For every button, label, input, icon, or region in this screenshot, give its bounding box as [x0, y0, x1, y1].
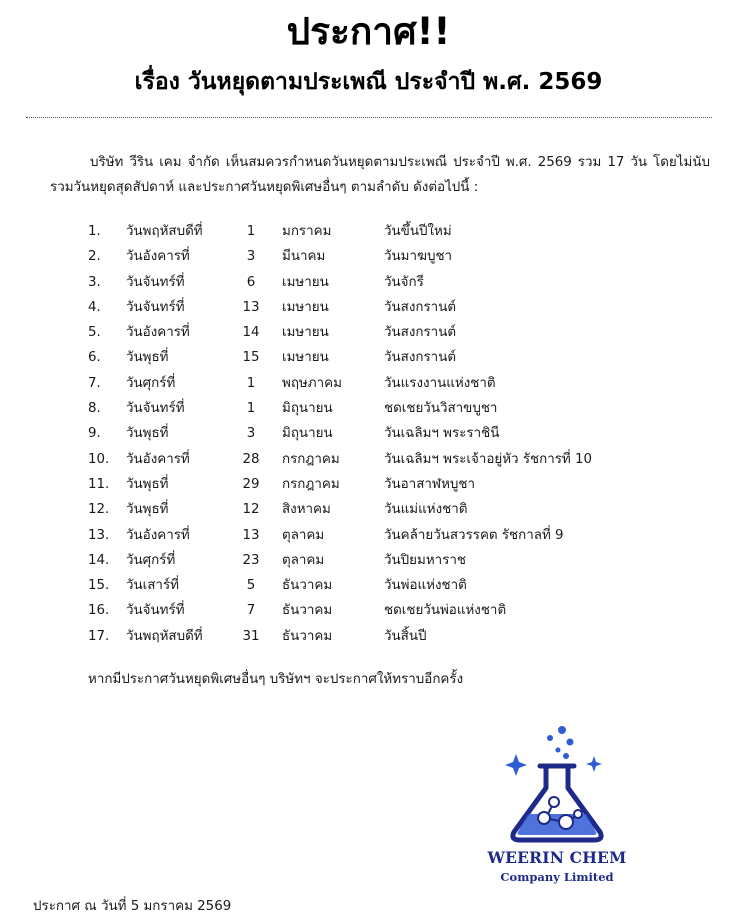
- holiday-day: 6: [246, 274, 256, 290]
- holiday-day: 12: [242, 502, 260, 518]
- holiday-row: [88, 472, 688, 497]
- holiday-row: [88, 548, 688, 573]
- holiday-number: 1.: [88, 224, 101, 239]
- holiday-day: 13: [242, 299, 260, 315]
- holiday-month: ธันวาคม: [282, 628, 333, 644]
- dotted-divider: [26, 117, 712, 118]
- holiday-month: มีนาคม: [282, 249, 326, 265]
- holiday-day: 28: [242, 451, 260, 467]
- holiday-row: [88, 345, 688, 370]
- holiday-weekday: วันศุกร์ที่: [126, 375, 176, 391]
- holiday-name: วันพ่อแห่งชาติ: [384, 578, 467, 594]
- holiday-weekday: วันศุกร์ที่: [126, 552, 176, 568]
- holiday-day: 3: [246, 426, 256, 442]
- holiday-month: กรกฎาคม: [282, 451, 340, 467]
- holiday-number: 9.: [88, 426, 101, 442]
- holiday-weekday: วันเสาร์ที่: [126, 578, 179, 594]
- holiday-day: 29: [242, 476, 260, 492]
- holiday-month: เมษายน: [282, 274, 329, 290]
- holiday-day: 5: [246, 578, 256, 594]
- holiday-row: [88, 396, 688, 421]
- holiday-name: วันคล้ายวันสวรรคต รัชกาลที่ 9: [384, 527, 564, 543]
- holiday-row: [88, 320, 688, 345]
- holiday-day: 31: [242, 628, 260, 644]
- holiday-number: 6.: [88, 350, 101, 366]
- holiday-name: วันสงกรานต์: [384, 299, 457, 315]
- holiday-weekday: วันพุธที่: [126, 502, 169, 518]
- holiday-row: [88, 624, 688, 649]
- holiday-day: 15: [242, 350, 260, 366]
- holiday-number: 7.: [88, 375, 101, 391]
- holiday-weekday: วันจันทร์ที่: [126, 299, 185, 315]
- holiday-weekday: วันพุธที่: [126, 426, 169, 442]
- holiday-weekday: วันจันทร์ที่: [126, 401, 185, 417]
- holiday-weekday: วันพุธที่: [126, 476, 169, 492]
- holiday-name: วันสิ้นปี: [384, 628, 427, 644]
- holiday-row: [88, 421, 688, 446]
- holiday-month: พฤษภาคม: [282, 375, 342, 391]
- intro-paragraph: [50, 150, 710, 200]
- holiday-month: ธันวาคม: [282, 603, 333, 619]
- holiday-month: สิงหาคม: [282, 502, 331, 518]
- holiday-name: วันอาสาฬหบูชา: [384, 476, 476, 492]
- holiday-day: 1: [246, 375, 256, 391]
- holiday-row: [88, 598, 688, 623]
- holiday-day: 7: [246, 603, 256, 619]
- page-subtitle: เรื่อง วันหยุดตามประเพณี ประจำปี พ.ศ. 2569: [134, 69, 603, 95]
- additional-note: หากมีประกาศวันหยุดพิเศษอื่นๆ บริษัทฯ จะประกาศให้ทราบอีกครั้ง: [88, 672, 464, 687]
- holiday-weekday: วันอังคารที่: [126, 325, 190, 341]
- holiday-number: 17.: [88, 628, 110, 644]
- holiday-number: 13.: [88, 527, 110, 543]
- flask-icon: [494, 722, 620, 846]
- holiday-name: วันขึ้นปีใหม่: [384, 224, 452, 239]
- holiday-number: 8.: [88, 401, 101, 417]
- holiday-list: [88, 219, 688, 649]
- holiday-row: [88, 573, 688, 598]
- holiday-name: วันแม่แห่งชาติ: [384, 502, 468, 518]
- holiday-day: 23: [242, 552, 260, 568]
- holiday-month: กรกฎาคม: [282, 476, 340, 492]
- holiday-month: ตุลาคม: [282, 552, 325, 568]
- holiday-month: มิถุนายน: [282, 401, 333, 417]
- holiday-month: มกราคม: [282, 224, 332, 239]
- holiday-row: [88, 371, 688, 396]
- holiday-number: 12.: [88, 502, 110, 518]
- holiday-row: [88, 295, 688, 320]
- holiday-name: วันมาฆบูชา: [384, 249, 453, 265]
- holiday-weekday: วันพุธที่: [126, 350, 169, 366]
- holiday-number: 5.: [88, 325, 101, 341]
- holiday-month: เมษายน: [282, 299, 329, 315]
- holiday-month: มิถุนายน: [282, 426, 333, 442]
- holiday-month: ธันวาคม: [282, 578, 333, 594]
- holiday-name: วันสงกรานต์: [384, 325, 457, 341]
- holiday-name: ชดเชยวันวิสาขบูชา: [384, 401, 498, 417]
- holiday-row: [88, 447, 688, 472]
- announcement-date: ประกาศ ณ วันที่ 5 มกราคม 2569: [33, 899, 232, 914]
- holiday-month: เมษายน: [282, 350, 329, 366]
- holiday-weekday: วันอังคารที่: [126, 249, 190, 265]
- holiday-name: วันแรงงานแห่งชาติ: [384, 375, 496, 391]
- holiday-row: [88, 219, 688, 244]
- holiday-number: 16.: [88, 603, 110, 619]
- holiday-number: 2.: [88, 249, 101, 265]
- holiday-number: 14.: [88, 552, 110, 568]
- holiday-name: วันเฉลิมฯ พระเจ้าอยู่หัว รัชการที่ 10: [384, 451, 593, 467]
- holiday-weekday: วันจันทร์ที่: [126, 603, 185, 619]
- holiday-number: 11.: [88, 476, 110, 492]
- holiday-number: 3.: [88, 274, 101, 290]
- logo-company-subtitle: Company Limited: [500, 870, 614, 884]
- page-title: ประกาศ!!: [286, 10, 451, 53]
- holiday-month: ตุลาคม: [282, 527, 325, 543]
- holiday-day: 1: [246, 401, 256, 417]
- holiday-weekday: วันอังคารที่: [126, 527, 190, 543]
- holiday-row: [88, 523, 688, 548]
- holiday-weekday: วันจันทร์ที่: [126, 274, 185, 290]
- holiday-name: วันปิยมหาราช: [384, 552, 466, 568]
- logo-company-name: WEERIN CHEM: [487, 848, 627, 867]
- holiday-month: เมษายน: [282, 325, 329, 341]
- holiday-number: 4.: [88, 299, 101, 315]
- intro-text: บริษัท วีริน เคม จำกัด เห็นสมควรกำหนดวันหยุดตามประเพณี ประจำปี พ.ศ. 2569 รวม 17 วัน โดยไม่นับรวมวันหยุดสุดสัปดาห์ และประกาศวันหยุดพิเศษอื่นๆ ตามลำดับ ดังต่อไปนี้ :: [50, 155, 710, 195]
- holiday-weekday: วันอังคารที่: [126, 451, 190, 467]
- holiday-day: 14: [242, 325, 260, 341]
- holiday-name: วันเฉลิมฯ พระราชินี: [384, 426, 500, 442]
- company-logo: [472, 722, 642, 892]
- holiday-weekday: วันพฤหัสบดีที่: [126, 224, 203, 239]
- holiday-row: [88, 497, 688, 522]
- holiday-row: [88, 270, 688, 295]
- holiday-row: [88, 244, 688, 269]
- holiday-number: 15.: [88, 578, 110, 594]
- holiday-weekday: วันพฤหัสบดีที่: [126, 628, 203, 644]
- holiday-number: 10.: [88, 451, 110, 467]
- holiday-day: 1: [246, 224, 256, 239]
- holiday-name: วันจักรี: [384, 274, 424, 290]
- holiday-name: ชดเชยวันพ่อแห่งชาติ: [384, 603, 507, 619]
- holiday-day: 13: [242, 527, 260, 543]
- holiday-day: 3: [246, 249, 256, 265]
- holiday-name: วันสงกรานต์: [384, 350, 457, 366]
